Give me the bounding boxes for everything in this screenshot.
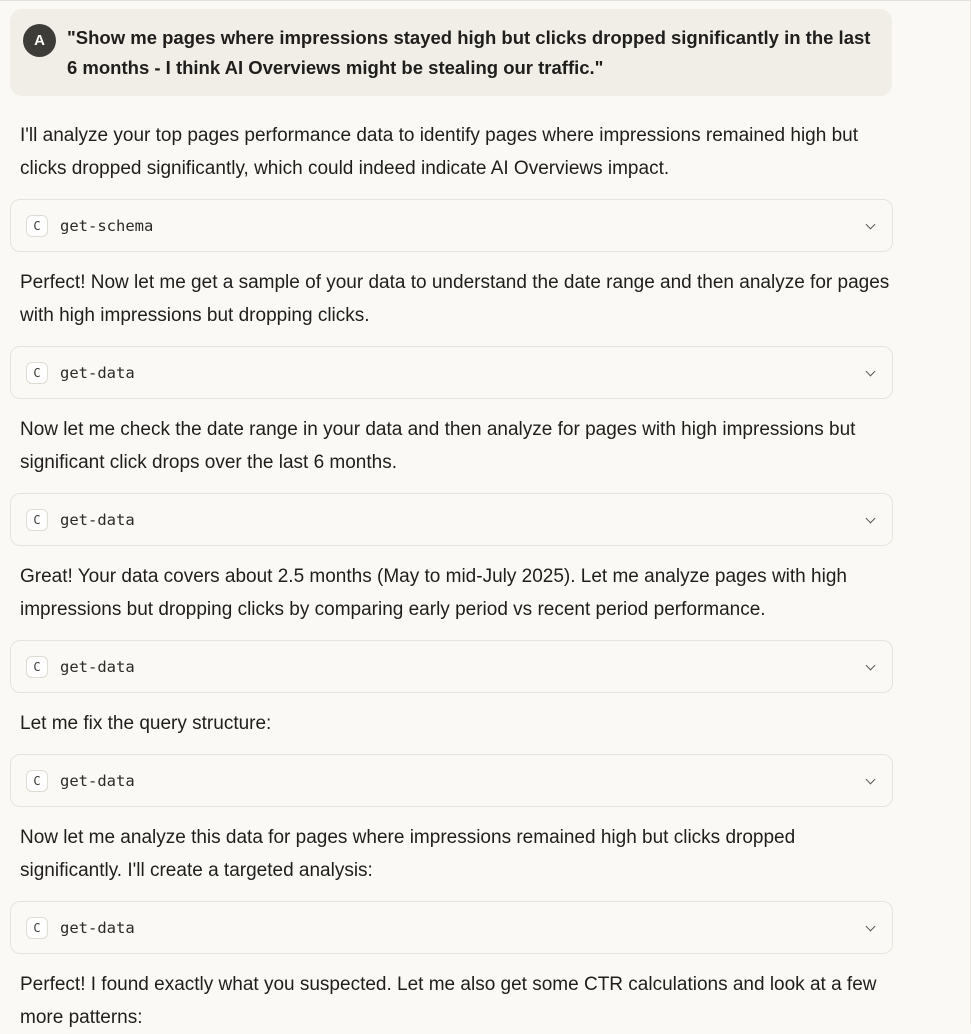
tool-call-get-schema[interactable] — [10, 199, 893, 252]
tool-name: get-data — [60, 771, 135, 790]
assistant-paragraph: Perfect! Now let me get a sample of your data to understand the date range and then analyze for pages with high impressions but dropping clicks. — [20, 272, 890, 326]
user-avatar: A — [23, 24, 56, 57]
assistant-paragraph: Now let me check the date range in your data and then analyze for pages with high impressions but significant click drops over the last 6 months. — [20, 419, 856, 473]
tool-badge: C — [26, 656, 48, 678]
tool-name: get-schema — [60, 216, 154, 235]
chevron-down-icon[interactable] — [866, 776, 876, 786]
tool-call-get-data[interactable] — [10, 346, 893, 399]
assistant-paragraph: Great! Your data covers about 2.5 months (May to mid-July 2025). Let me analyze pages with high impressions but dropping clicks by comparing early period vs recent period performance. — [20, 566, 847, 620]
tool-badge: C — [26, 215, 48, 237]
assistant-paragraph: Now let me analyze this data for pages where impressions remained high but clicks dropped significantly. I'll create a targeted analysis: — [20, 827, 796, 881]
chevron-down-icon[interactable] — [866, 368, 876, 378]
chevron-down-icon[interactable] — [866, 221, 876, 231]
tool-badge: C — [26, 509, 48, 531]
tool-badge: C — [26, 362, 48, 384]
chevron-down-icon[interactable] — [866, 515, 876, 525]
tool-name: get-data — [60, 657, 135, 676]
assistant-paragraph: I'll analyze your top pages performance data to identify pages where impressions remained high but clicks dropped significantly, which could indeed indicate AI Overviews impact. — [20, 125, 858, 179]
tool-badge: C — [26, 917, 48, 939]
tool-name: get-data — [60, 918, 135, 937]
user-message — [10, 9, 892, 96]
user-message-text: "Show me pages where impressions stayed high but clicks dropped significantly in the last 6 months - I think AI Overviews might be stealing our traffic." — [67, 27, 871, 78]
top-divider — [0, 0, 971, 1]
conversation — [10, 9, 893, 1034]
tool-call-get-data[interactable] — [10, 493, 893, 546]
chevron-down-icon[interactable] — [866, 923, 876, 933]
assistant-paragraph: Perfect! I found exactly what you suspected. Let me also get some CTR calculations and look at a few more patterns: — [20, 974, 877, 1028]
tool-badge: C — [26, 770, 48, 792]
tool-call-get-data[interactable] — [10, 640, 893, 693]
tool-name: get-data — [60, 510, 135, 529]
tool-call-get-data[interactable] — [10, 754, 893, 807]
tool-name: get-data — [60, 363, 135, 382]
chevron-down-icon[interactable] — [866, 662, 876, 672]
assistant-paragraph: Let me fix the query structure: — [20, 713, 272, 734]
tool-call-get-data[interactable] — [10, 901, 893, 954]
